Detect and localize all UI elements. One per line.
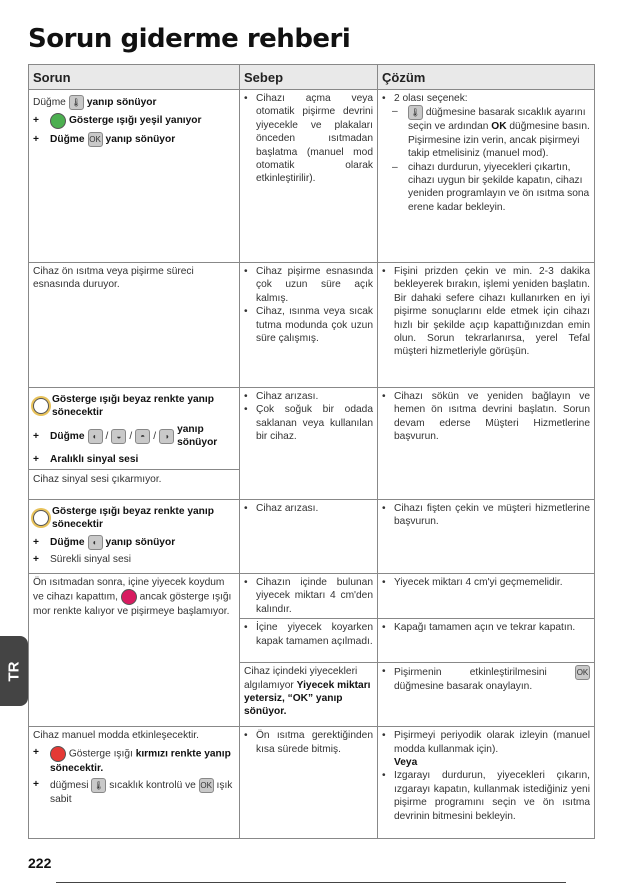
cause-cell: • Cihazı açma veya otomatik pişirme devrini yiyecekle ve plakaları önceden ısıtmadan başlatma (manuel mod otomatik olarak etkinleştirilir). bbox=[240, 90, 378, 263]
cause-cell: • İçine yiyecek koyarken kapak tamamen açılmadı. bbox=[240, 619, 378, 663]
cause-cell: • Ön ısıtma gerektiğinden kısa sürede bitmiş. bbox=[240, 727, 378, 839]
purple-lamp-icon bbox=[121, 589, 137, 605]
header-cozum: Çözüm bbox=[378, 65, 595, 90]
white-lamp-icon bbox=[33, 398, 49, 414]
cause-cell: • Cihaz arızası. bbox=[240, 500, 378, 574]
fish-button-icon: ◐ bbox=[88, 535, 103, 550]
solution-cell: • Kapağı tamamen açın ve tekrar kapatın. bbox=[378, 619, 595, 663]
problem-cell: Ön ısıtmadan sonra, içine yiyecek koydum ve cihazı kapattım, ancak gösterge ışığı mor renkte kalıyor ve pişirmeye başlamıyor. bbox=[29, 574, 240, 727]
header-sorun: Sorun bbox=[29, 65, 240, 90]
problem-cell: Gösterge ışığı beyaz renkte yanıp sönecektir + Düğme ◐ yanıp sönüyor + Sürekli sinyal sesi bbox=[29, 500, 240, 574]
green-lamp-icon bbox=[50, 113, 66, 129]
red-lamp-icon bbox=[50, 746, 66, 762]
cause-cell: • Cihazın içinde bulunan yiyecek miktarı 4 cm'den kalındır. bbox=[240, 574, 378, 619]
table-row bbox=[29, 388, 595, 500]
table-row bbox=[29, 727, 595, 839]
fish-button-icon: ◐ bbox=[88, 429, 103, 444]
language-tab: TR bbox=[0, 636, 28, 706]
footer-rule bbox=[56, 882, 566, 883]
problem-cell: Düğme 🌡 yanıp sönüyor + Gösterge ışığı yeşil yanıyor + Düğme OK yanıp sönüyor bbox=[29, 90, 240, 263]
sausage-button-icon: ◑ bbox=[159, 429, 174, 444]
ok-button-icon: OK bbox=[199, 778, 214, 793]
solution-cell: • Cihazı sökün ve yeniden bağlayın ve hemen ön ısıtma devrini başlatın. Sorun devam ederse Müşteri Hizmetlerine başvurun. bbox=[378, 388, 595, 500]
solution-cell: • 2 olası seçenek: – 🌡 düğmesine basarak sıcaklık ayarını seçin ve ardından OK düğmesine basın. Pişirmesine izin verin, ancak pişirmeyi takip etmelisiniz (manuel mod). – cihazı durdurun, yiyecekleri çıkartın, cihazı uygun bir şekilde kapatın, cihazı yeniden programlayın ve ön ısıtma sona erene kadar bekleyin. bbox=[378, 90, 595, 263]
solution-cell: • Pişirmeyi periyodik olarak izleyin (manuel modda kullanmak için). Veya • Izgarayı durdurun, yiyecekleri çıkarın, ızgarayı kapatın, kullanmak istediğiniz yeni pişirme programını seçin ve ön ısıtma devrinin bitmesini bekleyin. bbox=[378, 727, 595, 839]
solution-cell: • Yiyecek miktarı 4 cm'yi geçmemelidir. bbox=[378, 574, 595, 619]
meat-button-icon: ◒ bbox=[111, 429, 126, 444]
table-row bbox=[29, 263, 595, 388]
cause-cell: • Cihaz pişirme esnasında çok uzun süre açık kalmış. • Cihaz, ısınma veya sıcak tutma modunda çok uzun süre çalışmış. bbox=[240, 263, 378, 388]
thermometer-button-icon: 🌡 bbox=[91, 778, 106, 793]
solution-cell: • Fişini prizden çekin ve min. 2-3 dakika bekleyerek bırakın, işlemi yeniden başlatın. Bir dahaki sefere cihazı kullanırken en iyi pişirme sonuçlarını elde etmek için cihazı hızlı bir şekilde açıp kapattığınızdan emin olun. Sorun tekrarlanırsa, yerel Tefal müşteri hizmetleriyle görüşün. bbox=[378, 263, 595, 388]
table-row bbox=[29, 574, 595, 619]
page-title: Sorun giderme rehberi bbox=[28, 24, 351, 54]
page-number: 222 bbox=[28, 855, 52, 871]
table-row bbox=[29, 500, 595, 574]
cause-cell: Cihaz içindeki yiyecekleri algılamıyor Yiyecek miktarı yetersiz, “OK” yanıp sönüyor. bbox=[240, 663, 378, 727]
problem-cell: Gösterge ışığı beyaz renkte yanıp sönecektir + Düğme ◐ / ◒ / ◓ / ◑ yanıp sönüyor + Aralıklı sinyal sesi Cihaz sinyal sesi çıkarmıyor. bbox=[29, 388, 240, 500]
troubleshooting-table bbox=[28, 64, 595, 839]
ok-button-icon: OK bbox=[88, 132, 103, 147]
table-row bbox=[29, 90, 595, 263]
solution-cell: • Cihazı fişten çekin ve müşteri hizmetlerine başvurun. bbox=[378, 500, 595, 574]
cause-cell: • Cihaz arızası. • Çok soğuk bir odada saklanan veya kullanılan bir cihaz. bbox=[240, 388, 378, 500]
white-lamp-icon bbox=[33, 510, 49, 526]
thermometer-button-icon: 🌡 bbox=[69, 95, 84, 110]
header-sebep: Sebep bbox=[240, 65, 378, 90]
thermometer-button-icon: 🌡 bbox=[408, 105, 423, 120]
poultry-button-icon: ◓ bbox=[135, 429, 150, 444]
ok-button-icon: OK bbox=[575, 665, 590, 680]
solution-cell: • Pişirmenin etkinleştirilmesini OK düğmesine basarak onaylayın. bbox=[378, 663, 595, 727]
problem-cell: Cihaz ön ısıtma veya pişirme süreci esnasında duruyor. bbox=[29, 263, 240, 388]
problem-cell: Cihaz manuel modda etkinleşecektir. + Gösterge ışığı kırmızı renkte yanıp sönecektir. + düğmesi 🌡 sıcaklık kontrolü ve OK ışık sabit bbox=[29, 727, 240, 839]
